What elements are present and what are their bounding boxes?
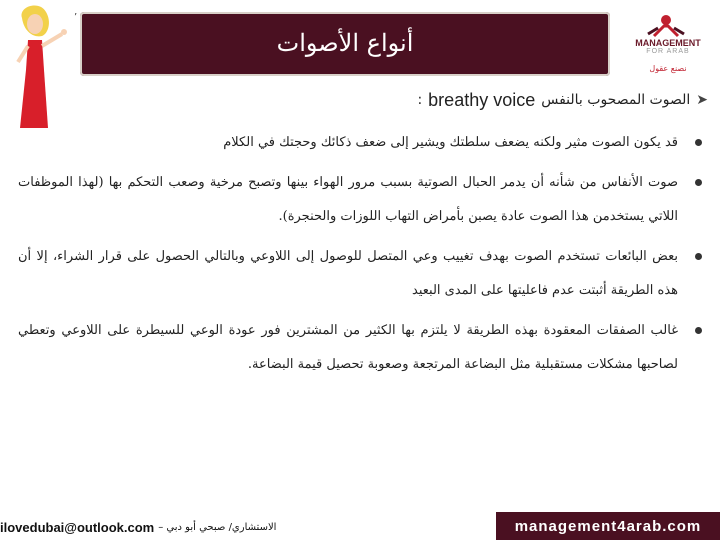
bullet-text: غالب الصفقات المعقودة بهذه الطريقة لا يلتزم بها الكثير من المشترين فور عودة الوعي للسيطرة على اللاوعي وتعطي لصاحبها مشكلات مستقبلية مثل البضاعة المرتجعة وصعوبة تحصيل قيمة البضاعة. (18, 323, 678, 372)
bullet-dot-icon (695, 179, 702, 186)
section-heading-suffix: : (417, 92, 423, 108)
footer-email[interactable]: ilovedubai@outlook.com (0, 519, 155, 535)
bullet-item (18, 126, 708, 160)
logo-subtitle: FOR ARAB (646, 48, 690, 55)
bullet-text: قد يكون الصوت مثير ولكنه يضعف سلطتك ويشير إلى ضعف ذكائك وحجتك في الكلام (223, 135, 678, 150)
title-bar (80, 12, 610, 76)
section-heading-arabic: الصوت المصحوب بالنفس (541, 92, 691, 108)
bullet-dot-icon (695, 327, 702, 334)
section-heading-english: breathy voice (428, 89, 536, 110)
footer-author: الاستشاري/ صبحي أبو دبي – (158, 521, 277, 533)
logo-name: MANAGEMENT (635, 38, 701, 48)
bullet-item (18, 314, 708, 382)
footer-contact (0, 514, 310, 540)
corner-mark: ’ (74, 12, 78, 23)
bullet-dot-icon (695, 139, 702, 146)
bullet-item (18, 166, 708, 234)
arrow-bullet-icon: ➤ (696, 92, 708, 108)
section-heading (18, 88, 708, 112)
bullet-text: بعض البائعات تستخدم الصوت بهدف تغييب وعي المتصل للوصول إلى اللاوعي وبالتالي الحصول على قرار الشراء، إلا أن هذه الطريقة أثبتت عدم فاعليتها على المدى البعيد (18, 249, 678, 298)
footer-website[interactable]: management4arab.com (496, 512, 720, 540)
bullet-text: صوت الأنفاس من شأنه أن يدمر الحبال الصوتية بسبب مرور الهواء بينها وتصبح مرخية وصعب التحكم بها (لهذا الموظفات اللاتي يستخدمن هذا الصوت عادة يصبن بأمراض التهاب اللوزات والحنجرة). (18, 175, 678, 224)
bullet-item (18, 240, 708, 308)
bullet-dot-icon (695, 253, 702, 260)
main-content (18, 88, 708, 388)
logo-tagline: نصنع عقول (649, 64, 687, 73)
page-title: أنواع الأصوات (276, 29, 414, 57)
bullet-list (18, 126, 708, 382)
